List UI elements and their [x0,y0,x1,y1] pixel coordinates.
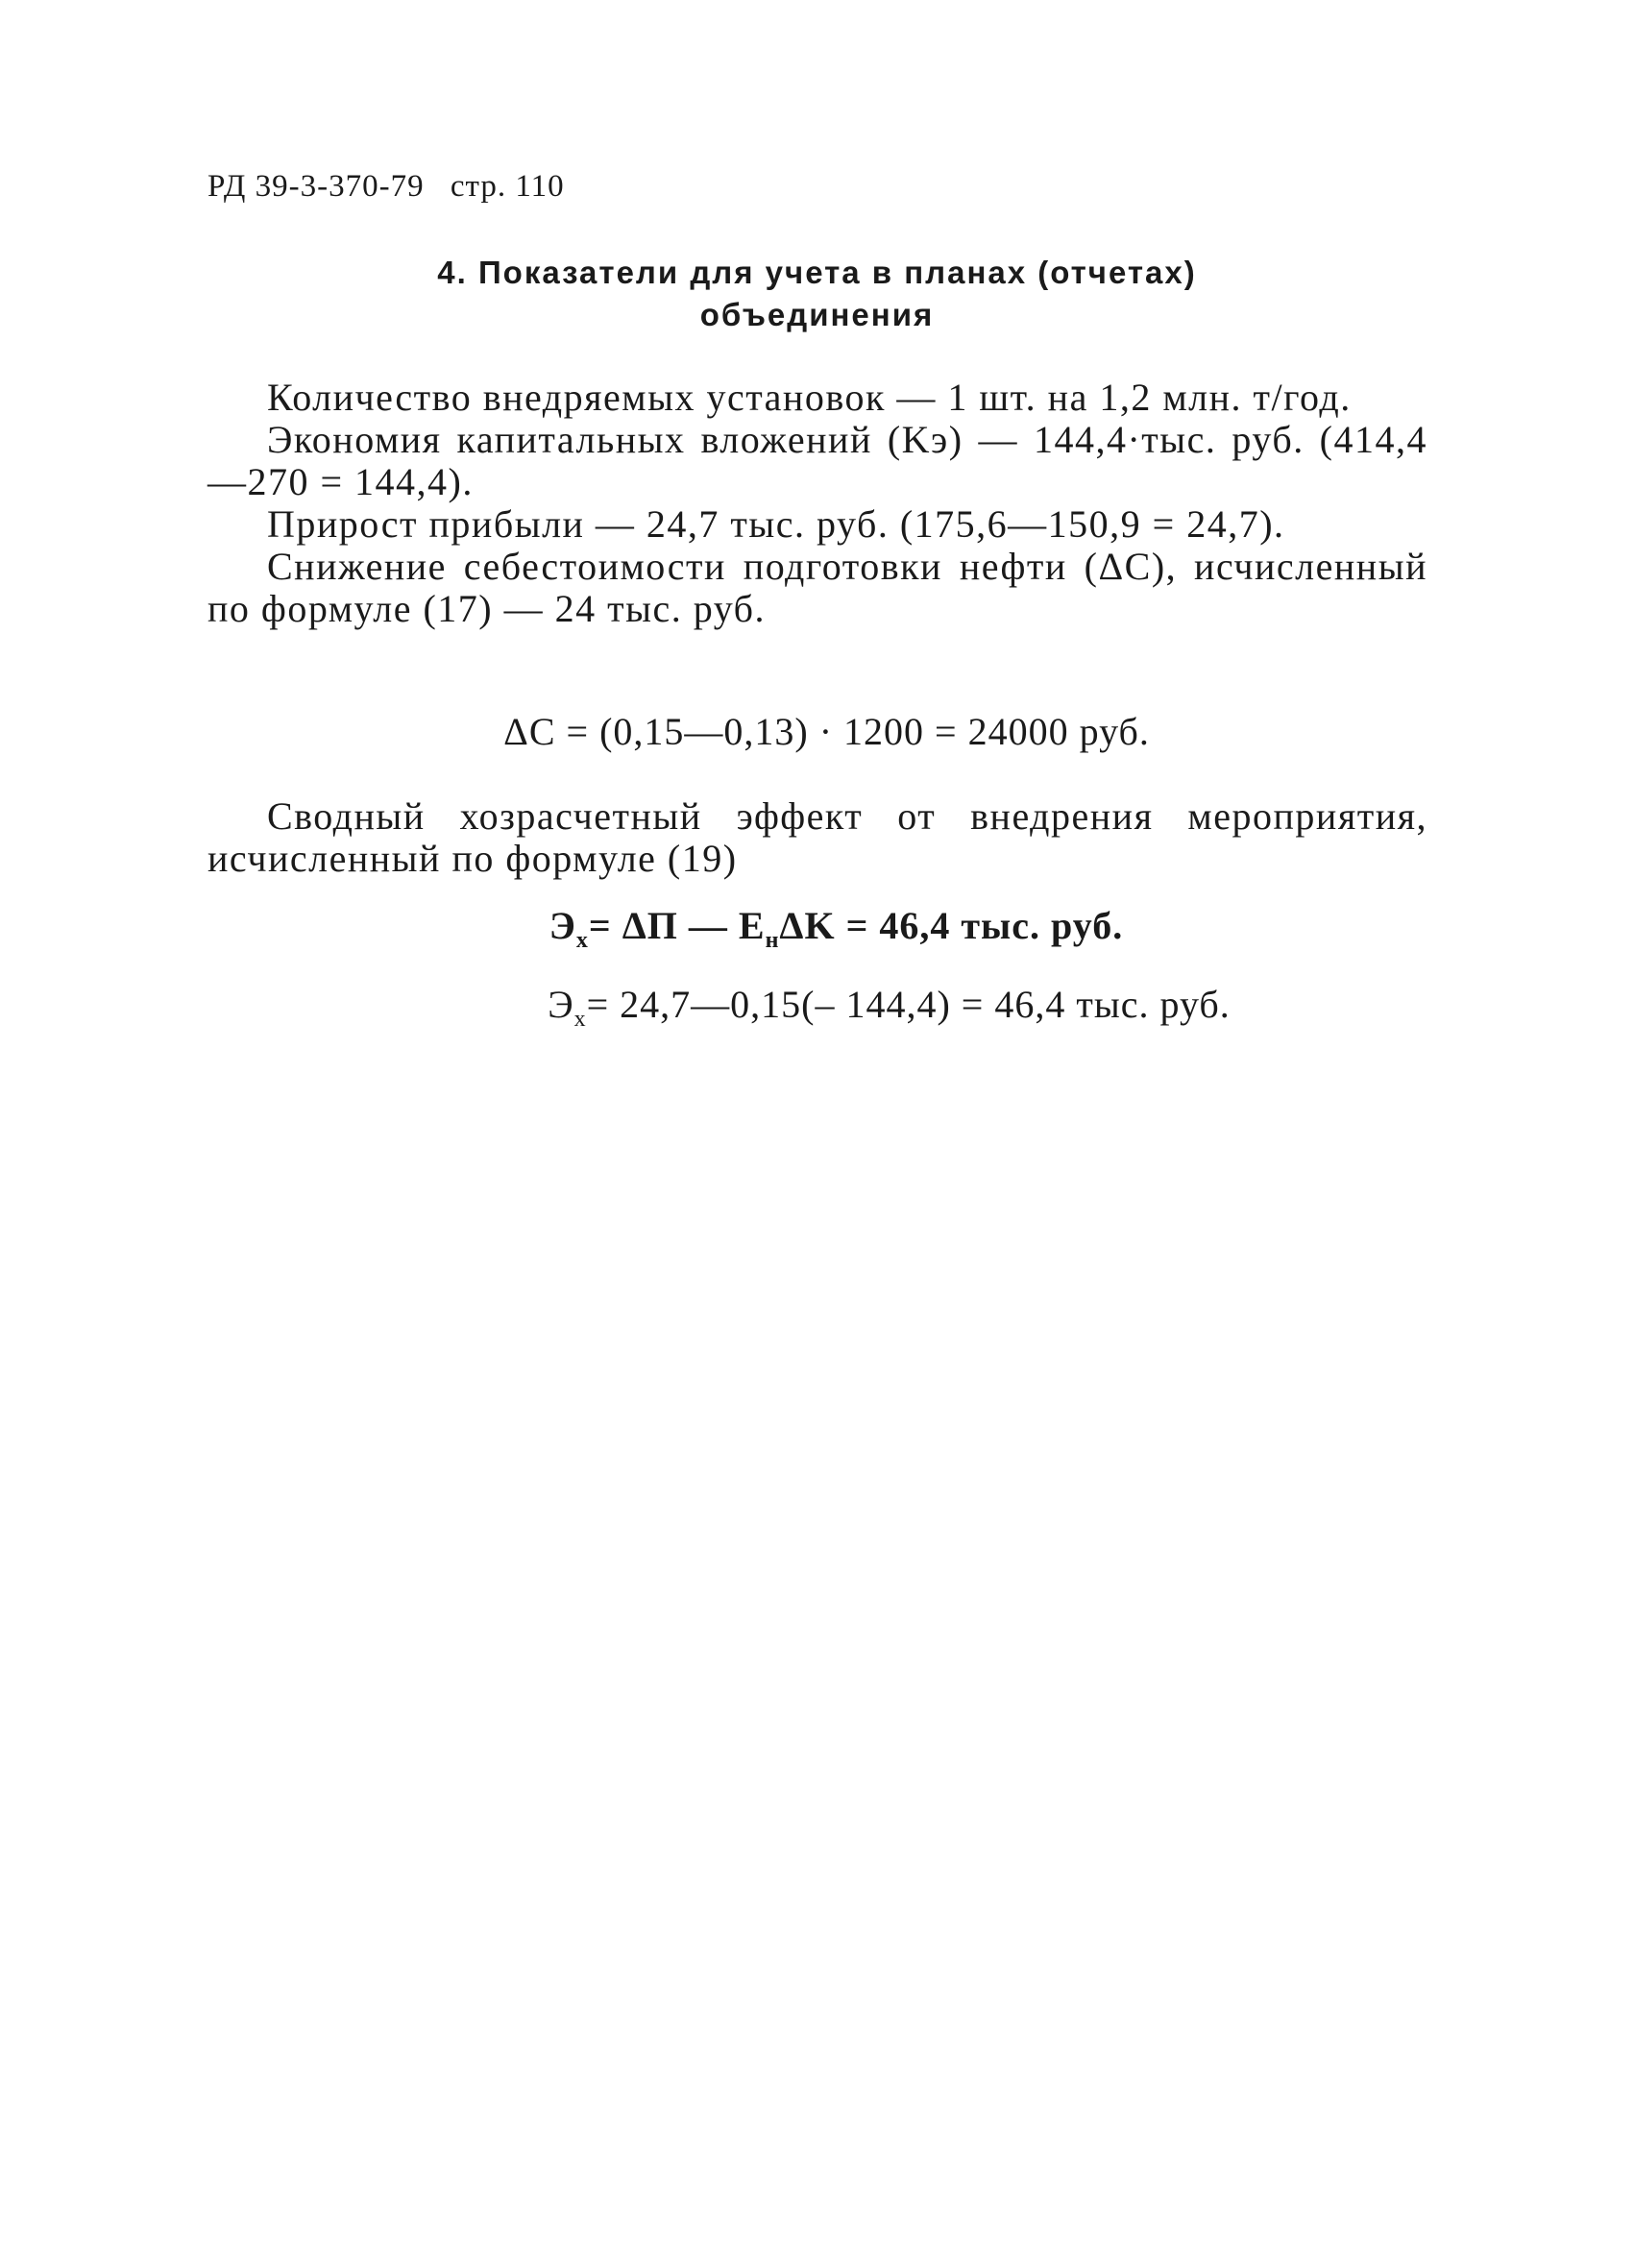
formula-normative-subscript: н [765,928,780,953]
formula-calc-rest: = 24,7—0,15(– 144,4) = 46,4 тыс. руб. [586,983,1231,1026]
formula-effect-middle: = ΔП — E [588,904,766,947]
formula-cost-reduction: ΔС = (0,15—0,13) · 1200 = 24000 руб. [503,710,1150,753]
formula-effect-calculation [0,982,1634,1033]
formula-calc-symbol: Э [548,983,574,1026]
formula-effect-symbol: Э [549,904,576,947]
paragraph-installations: Количество внедряемых установок — 1 шт. на 1,2 млн. т/год. [267,376,1352,419]
section-title [0,252,1634,336]
paragraph-cost-reduction: Снижение себестоимости подготовки нефти (ΔС), исчисленный по формуле (17) — 24 тыс. руб. [207,545,1427,630]
formula-effect-result: ΔK = 46,4 тыс. руб. [779,904,1124,947]
formula-effect-definition [0,903,1634,954]
paragraph-summary-effect: Сводный хозрасчетный эффект от внедрения мероприятия, исчисленный по формуле (19) [207,794,1427,880]
effect-block [207,795,1427,880]
formula-calc-subscript: х [573,1007,587,1032]
paragraph-profit-growth: Прирост прибыли — 24,7 тыс. руб. (175,6—150,9 = 24,7). [267,502,1285,546]
page-header [207,169,582,205]
page-number: стр. 110 [450,169,565,204]
formula-effect-subscript: х [575,928,589,953]
document-code: РД 39-3-370-79 [207,169,425,204]
paragraph-capital-savings: Экономия капитальных вложений (Kэ) — 144,4·тыс. руб. (414,4—270 = 144,4). [207,418,1427,503]
indicators-block [207,377,1427,630]
section-title-line-1: 4. Показатели для учета в планах (отчетах) [437,255,1197,290]
section-title-line-2: объединения [699,297,935,332]
